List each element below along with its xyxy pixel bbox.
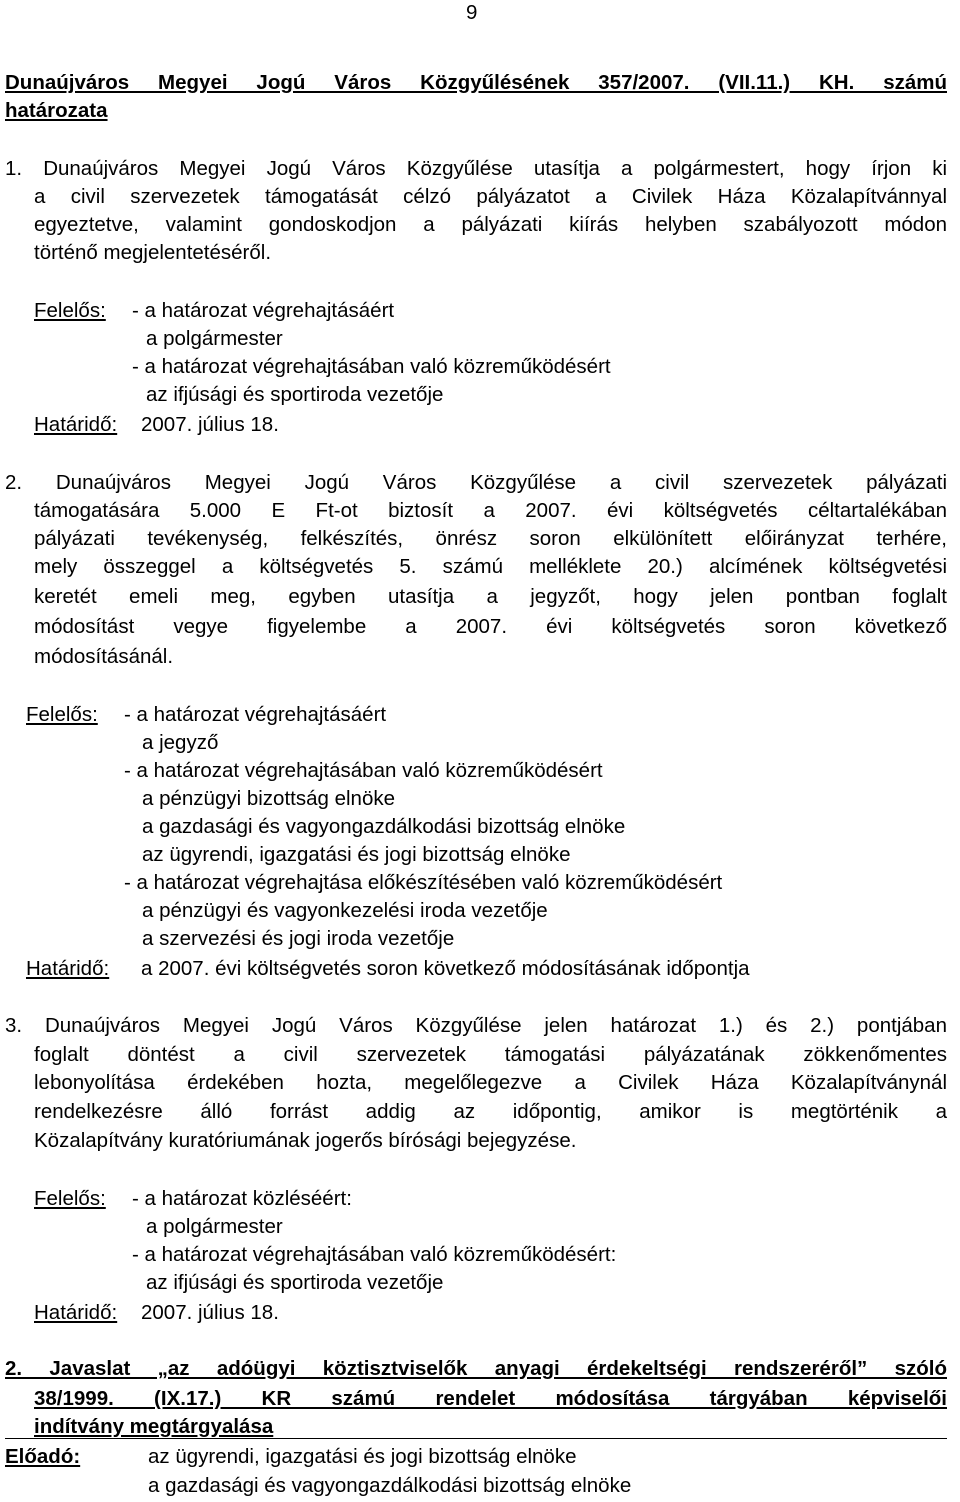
hatarido-value: a 2007. évi költségvetés soron következő módosításának időpontja: [141, 957, 750, 980]
item-2-line: támogatására 5.000 E Ft-ot biztosít a 2007. évi költségvetés céltartalékában: [34, 499, 947, 522]
felelos-line: - a határozat közléséért:: [132, 1187, 352, 1210]
hatarido-value: 2007. július 18.: [141, 413, 279, 436]
felelos-line: a pénzügyi bizottság elnöke: [142, 787, 396, 810]
felelos-line: a szervezési és jogi iroda vezetője: [142, 927, 455, 950]
hatarido-label: Határidő:: [34, 1301, 118, 1324]
resolution-heading-line-1: Dunaújváros Megyei Jogú Város Közgyűlésének 357/2007. (VII.11.) KH. számú: [5, 71, 947, 94]
felelos-line: a polgármester: [146, 1215, 283, 1238]
felelos-line: a pénzügyi és vagyonkezelési iroda vezetője: [142, 899, 548, 922]
felelos-line: a gazdasági és vagyongazdálkodási bizottság elnöke: [142, 815, 626, 838]
agenda-title-line: indítvány megtárgyalása: [34, 1415, 274, 1438]
felelos-label: Felelős:: [34, 1187, 106, 1210]
felelos-line: - a határozat végrehajtásáért: [132, 299, 395, 322]
eloado-line: a gazdasági és vagyongazdálkodási bizottság elnöke: [148, 1474, 632, 1497]
felelos-line: - a határozat végrehajtásáért: [124, 703, 387, 726]
agenda-title-line: 38/1999. (IX.17.) KR számú rendelet módosítása tárgyában képviselői: [34, 1387, 947, 1410]
item-2-line: módosításánál.: [34, 645, 174, 668]
page-number: 9: [466, 1, 478, 24]
felelos-line: a polgármester: [146, 327, 283, 350]
hatarido-value: 2007. július 18.: [141, 1301, 279, 1324]
item-2-line: mely összeggel a költségvetés 5. számú melléklete 20.) alcímének költségvetési: [34, 555, 947, 578]
item-2-line: pályázati tevékenység, felkészítés, önrész soron elkülönített előirányzat terhére,: [34, 527, 947, 550]
felelos-line: - a határozat végrehajtása előkészítésében való közreműködésért: [124, 871, 723, 894]
hatarido-label: Határidő:: [34, 413, 118, 436]
eloado-line: az ügyrendi, igazgatási és jogi bizottság elnöke: [148, 1445, 577, 1468]
eloado-label: Előadó:: [5, 1445, 81, 1468]
felelos-line: az ifjúsági és sportiroda vezetője: [146, 1271, 444, 1294]
item-3-line: 3. Dunaújváros Megyei Jogú Város Közgyűlése jelen határozat 1.) és 2.) pontjában: [5, 1014, 947, 1037]
item-1-line: egyeztetve, valamint gondoskodjon a pályázati kiírás helyben szabályozott módon: [34, 213, 947, 236]
felelos-label: Felelős:: [34, 299, 106, 322]
felelos-line: - a határozat végrehajtásában való közreműködésért: [124, 759, 603, 782]
agenda-title-line: 2. Javaslat „az adóügyi köztisztviselők anyagi érdekeltségi rendszeréről” szóló: [5, 1357, 947, 1380]
felelos-line: - a határozat végrehajtásában való közreműködésért: [132, 355, 611, 378]
resolution-heading-line-2: határozata: [5, 99, 108, 122]
felelos-line: az ifjúsági és sportiroda vezetője: [146, 383, 444, 406]
felelos-label: Felelős:: [26, 703, 98, 726]
item-3-line: rendelkezésre álló forrást addig az időpontig, amikor is megtörténik a: [34, 1100, 947, 1123]
item-3-line: lebonyolítása érdekében hozta, megelőlegezve a Civilek Háza Közalapítványnál: [34, 1071, 947, 1094]
item-2-line: keretét emeli meg, egyben utasítja a jegyzőt, hogy jelen pontban foglalt: [34, 585, 947, 608]
felelos-line: a jegyző: [142, 731, 219, 754]
item-1-line: történő megjelentetéséről.: [34, 241, 272, 264]
agenda-separator: [5, 1438, 947, 1439]
felelos-line: - a határozat végrehajtásában való közreműködésért:: [132, 1243, 617, 1266]
felelos-line: az ügyrendi, igazgatási és jogi bizottság elnöke: [142, 843, 571, 866]
item-3-line: Közalapítvány kuratóriumának jogerős bírósági bejegyzése.: [34, 1129, 577, 1152]
hatarido-label: Határidő:: [26, 957, 110, 980]
item-3-line: foglalt döntést a civil szervezetek támogatási pályázatának zökkenőmentes: [34, 1043, 947, 1066]
item-2-line: módosítást vegye figyelembe a 2007. évi költségvetés soron következő: [34, 615, 947, 638]
item-1-line: a civil szervezetek támogatását célzó pályázatot a Civilek Háza Közalapítvánnyal: [34, 185, 947, 208]
item-2-line: 2. Dunaújváros Megyei Jogú Város Közgyűlése a civil szervezetek pályázati: [5, 471, 947, 494]
item-1-line: 1. Dunaújváros Megyei Jogú Város Közgyűlése utasítja a polgármestert, hogy írjon ki: [5, 157, 947, 180]
